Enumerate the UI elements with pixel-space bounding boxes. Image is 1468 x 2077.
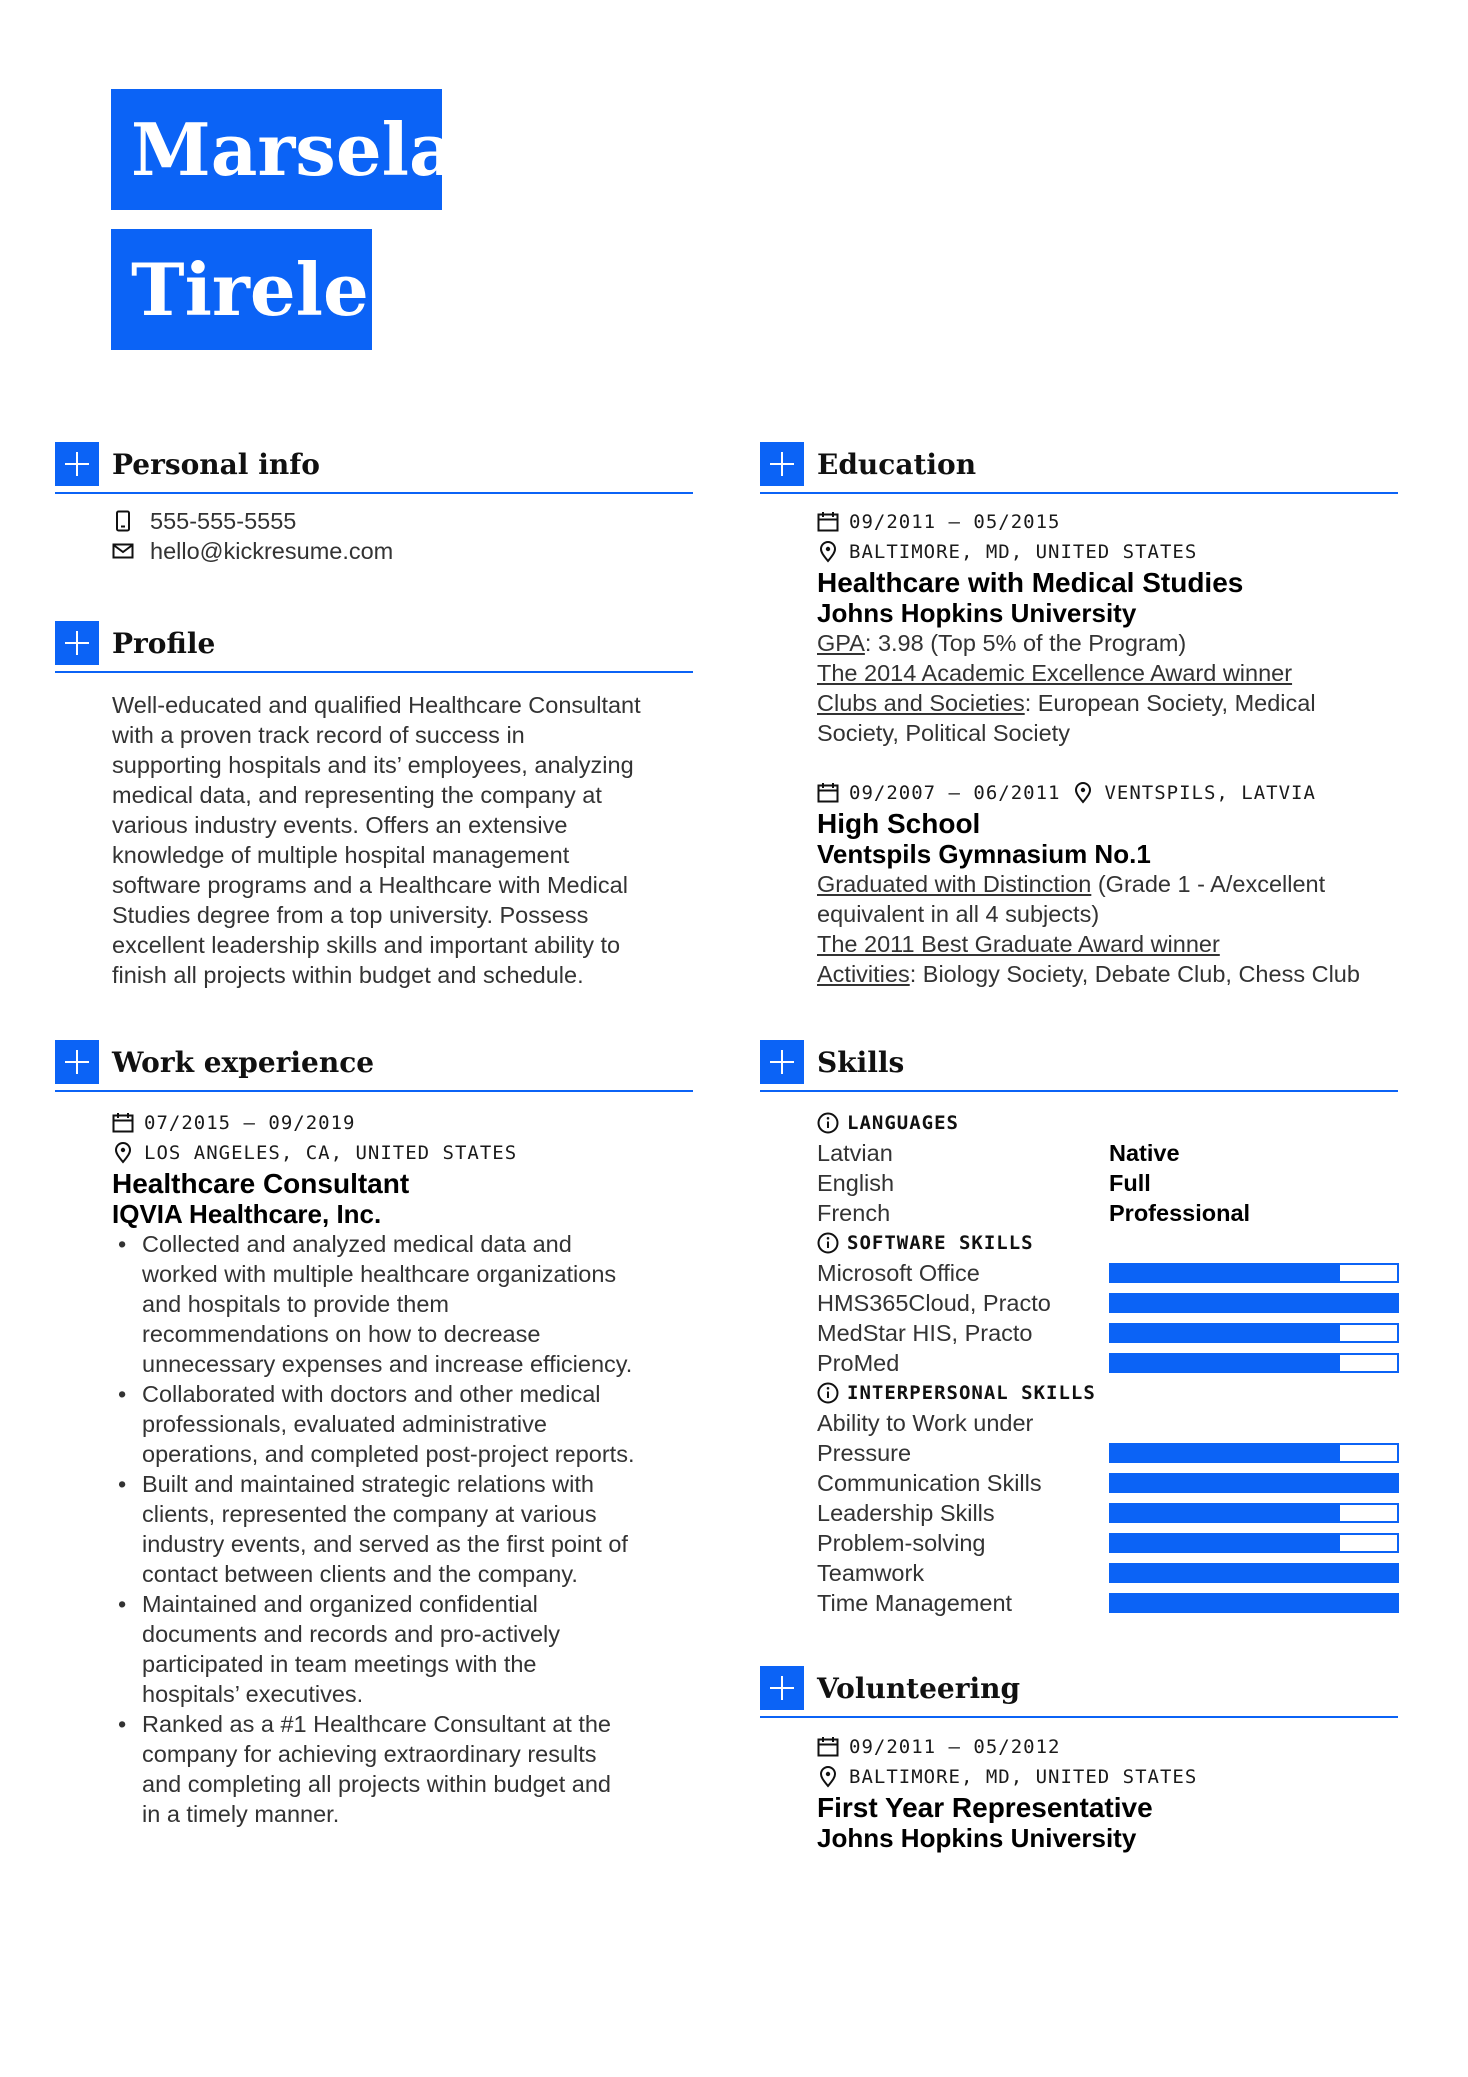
- bullet-line: • Collaborated with doctors and other medical: [142, 1381, 601, 1407]
- language-row: [817, 1138, 1398, 1168]
- bullet-line: in a timely manner.: [142, 1801, 340, 1827]
- language-name: Latvian: [817, 1140, 893, 1166]
- gpa-value: : 3.98 (Top 5% of the Program): [864, 630, 1187, 656]
- bullet-line: company for achieving extraordinary results: [142, 1741, 597, 1767]
- education-dates-text: 09/2007 – 06/2011: [849, 782, 1061, 804]
- skill-name: Communication Skills: [817, 1470, 1042, 1496]
- profile-line: excellent leadership skills and important ability to: [112, 932, 621, 958]
- work-location-text: LOS ANGELES, CA, UNITED STATES: [144, 1142, 518, 1164]
- bullet-line: clients, represented the company at various: [142, 1501, 597, 1527]
- bullet-line: • Ranked as a #1 Healthcare Consultant at the: [142, 1711, 611, 1737]
- distinction-text: (Grade 1 - A/excellent: [1091, 871, 1326, 897]
- plus-icon: [760, 442, 804, 486]
- profile-line: medical data, and representing the company at: [112, 782, 602, 808]
- bullet-line: and hospitals to provide them: [142, 1291, 449, 1317]
- section-title: Personal info: [112, 448, 320, 481]
- skill-name: Problem-solving: [817, 1530, 986, 1556]
- first-name: Marsela: [111, 89, 442, 210]
- section-title: Profile: [112, 627, 216, 660]
- plus-icon: [55, 442, 99, 486]
- plus-icon: [55, 1040, 99, 1084]
- last-name: Tirele: [111, 229, 372, 350]
- bullet-line: professionals, evaluated administrative: [142, 1411, 547, 1437]
- calendar-icon: [112, 1112, 134, 1134]
- award-line: The 2011 Best Graduate Award winner: [817, 931, 1220, 957]
- skill-name: Teamwork: [817, 1560, 925, 1586]
- location-pin-icon: [817, 541, 839, 563]
- activities-label: Activities: [817, 961, 910, 987]
- clubs-line: [817, 688, 1398, 718]
- school-name: Ventspils Gymnasium No.1: [817, 839, 1151, 869]
- interpersonal-row: [817, 1528, 1398, 1558]
- volunteer-role: First Year Representative: [817, 1792, 1153, 1823]
- bullet-item: [112, 1469, 693, 1589]
- volunteering-location: [817, 1762, 1398, 1792]
- skill-name: Leadership Skills: [817, 1500, 995, 1526]
- interpersonal-row: [817, 1468, 1398, 1498]
- section-title: Skills: [817, 1046, 905, 1079]
- bullet-line: • Built and maintained strategic relations with: [142, 1471, 594, 1497]
- bullet-line: unnecessary expenses and increase efficiency.: [142, 1351, 633, 1377]
- email-address: hello@kickresume.com: [150, 538, 394, 564]
- profile-line: with a proven track record of success in: [112, 722, 525, 748]
- profile-line: finish all projects within budget and schedule.: [112, 962, 584, 988]
- phone-icon: [112, 510, 134, 532]
- bullet-line: hospitals’ executives.: [142, 1681, 364, 1707]
- gpa-label: GPA: [817, 630, 865, 656]
- work-dates: [112, 1108, 693, 1138]
- bullet-item: [112, 1709, 693, 1829]
- company-name: IQVIA Healthcare, Inc.: [112, 1199, 382, 1229]
- skill-name-2: Pressure: [817, 1440, 912, 1466]
- skill-level-bar: [1109, 1263, 1399, 1283]
- skill-level-fill: [1111, 1505, 1340, 1521]
- software-row: [817, 1288, 1398, 1318]
- clubs-line-2: Society, Political Society: [817, 720, 1070, 746]
- skill-name: HMS365Cloud, Practo: [817, 1290, 1051, 1316]
- skill-level-fill: [1111, 1265, 1340, 1281]
- bullet-line: worked with multiple healthcare organizations: [142, 1261, 617, 1287]
- profile-header: [55, 621, 693, 673]
- activities-text: : Biology Society, Debate Club, Chess Club: [909, 961, 1360, 987]
- profile-line: Studies degree from a top university. Possess: [112, 902, 589, 928]
- bullet-line: and completing all projects within budget and: [142, 1771, 611, 1797]
- skill-level-bar: [1109, 1503, 1399, 1523]
- education-dates-text: 09/2011 – 05/2015: [849, 511, 1061, 533]
- skill-level-fill: [1111, 1295, 1397, 1311]
- education-location-text: BALTIMORE, MD, UNITED STATES: [849, 541, 1198, 563]
- profile-line: knowledge of multiple hospital management: [112, 842, 570, 868]
- skill-level-bar: [1109, 1563, 1399, 1583]
- profile-section: [55, 621, 693, 990]
- bullet-line: industry events, and served as the first point of: [142, 1531, 628, 1557]
- skill-level-fill: [1111, 1565, 1397, 1581]
- profile-line: supporting hospitals and its’ employees, analyzing: [112, 752, 634, 778]
- language-level: Native: [1109, 1140, 1180, 1166]
- work-section: [55, 1040, 693, 1829]
- languages-label: LANGUAGES: [847, 1112, 959, 1134]
- bullet-line: operations, and completed post-project reports.: [142, 1441, 635, 1467]
- software-row: [817, 1318, 1398, 1348]
- skill-name: ProMed: [817, 1350, 900, 1376]
- skill-level-bar: [1109, 1473, 1399, 1493]
- interpersonal-label: INTERPERSONAL SKILLS: [847, 1382, 1096, 1404]
- skill-level-bar: [1109, 1593, 1399, 1613]
- interpersonal-row: [817, 1408, 1398, 1468]
- mail-icon: [112, 540, 134, 562]
- volunteer-organization: Johns Hopkins University: [817, 1823, 1137, 1853]
- work-location: [112, 1138, 693, 1168]
- bullet-line: • Maintained and organized confidential: [142, 1591, 538, 1617]
- bullet-item: [112, 1589, 693, 1709]
- volunteering-header: [760, 1666, 1398, 1718]
- volunteering-dates: [817, 1732, 1398, 1762]
- activities-line: [817, 959, 1398, 989]
- info-icon: [817, 1112, 839, 1134]
- clubs-label: Clubs and Societies: [817, 690, 1025, 716]
- skill-name: MedStar HIS, Practo: [817, 1320, 1033, 1346]
- job-title: Healthcare Consultant: [112, 1168, 410, 1199]
- info-icon: [817, 1382, 839, 1404]
- profile-line: software programs and a Healthcare with Medical: [112, 872, 628, 898]
- calendar-icon: [817, 511, 839, 533]
- skill-level-fill: [1111, 1595, 1397, 1611]
- skill-level-fill: [1111, 1445, 1340, 1461]
- language-name: English: [817, 1170, 895, 1196]
- volunteering-location-text: BALTIMORE, MD, UNITED STATES: [849, 1766, 1198, 1788]
- languages-heading: [817, 1108, 1398, 1138]
- distinction-label: Graduated with Distinction: [817, 871, 1092, 897]
- skill-level-fill: [1111, 1535, 1340, 1551]
- bullet-line: participated in team meetings with the: [142, 1651, 537, 1677]
- skills-header: [760, 1040, 1398, 1092]
- email-line: [112, 536, 693, 566]
- location-pin-icon: [1072, 782, 1094, 804]
- work-header: [55, 1040, 693, 1092]
- section-title: Work experience: [112, 1046, 375, 1079]
- phone-line: [112, 506, 693, 536]
- bullet-item: [112, 1229, 693, 1379]
- interpersonal-heading: [817, 1378, 1398, 1408]
- skill-level-fill: [1111, 1355, 1340, 1371]
- skill-level-bar: [1109, 1293, 1399, 1313]
- personal-info-header: [55, 442, 693, 494]
- bullet-line: contact between clients and the company.: [142, 1561, 578, 1587]
- work-dates-text: 07/2015 – 09/2019: [144, 1112, 356, 1134]
- language-name: French: [817, 1200, 891, 1226]
- bullet-line: documents and records and pro-actively: [142, 1621, 560, 1647]
- degree-title: High School: [817, 808, 981, 839]
- location-pin-icon: [112, 1142, 134, 1164]
- language-level: Full: [1109, 1170, 1151, 1196]
- skill-name: Time Management: [817, 1590, 1013, 1616]
- volunteering-section: [760, 1666, 1398, 1853]
- skill-name: Microsoft Office: [817, 1260, 980, 1286]
- distinction-line-2: equivalent in all 4 subjects): [817, 901, 1100, 927]
- education-location-text: VENTSPILS, LATVIA: [1104, 782, 1316, 804]
- plus-icon: [760, 1666, 804, 1710]
- education-dates-location: [817, 778, 1398, 808]
- software-label: SOFTWARE SKILLS: [847, 1232, 1034, 1254]
- interpersonal-row: [817, 1498, 1398, 1528]
- education-section: [760, 442, 1398, 989]
- profile-text: [112, 690, 693, 990]
- gpa-line: [817, 628, 1398, 658]
- interpersonal-row: [817, 1588, 1398, 1618]
- software-row: [817, 1348, 1398, 1378]
- interpersonal-row: [817, 1558, 1398, 1588]
- calendar-icon: [817, 782, 839, 804]
- bullet-item: [112, 1379, 693, 1469]
- volunteering-dates-text: 09/2011 – 05/2012: [849, 1736, 1061, 1758]
- language-row: [817, 1198, 1398, 1228]
- skill-name: Ability to Work under: [817, 1410, 1034, 1436]
- skill-level-bar: [1109, 1443, 1399, 1463]
- language-row: [817, 1168, 1398, 1198]
- distinction-line: [817, 869, 1398, 899]
- software-heading: [817, 1228, 1398, 1258]
- skill-level-fill: [1111, 1475, 1397, 1491]
- skills-section: [760, 1040, 1398, 1618]
- skill-level-bar: [1109, 1533, 1399, 1553]
- profile-line: various industry events. Offers an extensive: [112, 812, 568, 838]
- phone-number: 555-555-5555: [150, 508, 297, 534]
- bullet-line: recommendations on how to decrease: [142, 1321, 541, 1347]
- calendar-icon: [817, 1736, 839, 1758]
- clubs-text: : European Society, Medical: [1024, 690, 1316, 716]
- award-line: The 2014 Academic Excellence Award winner: [817, 660, 1293, 686]
- education-header: [760, 442, 1398, 494]
- education-dates: [817, 507, 1398, 537]
- skill-level-bar: [1109, 1353, 1399, 1373]
- plus-icon: [55, 621, 99, 665]
- plus-icon: [760, 1040, 804, 1084]
- software-row: [817, 1258, 1398, 1288]
- profile-line: Well-educated and qualified Healthcare Consultant: [112, 692, 641, 718]
- school-name: Johns Hopkins University: [817, 598, 1137, 628]
- language-level: Professional: [1109, 1200, 1251, 1226]
- skill-level-bar: [1109, 1323, 1399, 1343]
- education-location: [817, 537, 1398, 567]
- personal-info-section: [55, 442, 693, 566]
- bullet-line: • Collected and analyzed medical data and: [142, 1231, 572, 1257]
- section-title: Education: [817, 448, 977, 481]
- degree-title: Healthcare with Medical Studies: [817, 567, 1244, 598]
- info-icon: [817, 1232, 839, 1254]
- location-pin-icon: [817, 1766, 839, 1788]
- work-bullets: [112, 1229, 693, 1829]
- skill-level-fill: [1111, 1325, 1340, 1341]
- section-title: Volunteering: [817, 1672, 1021, 1705]
